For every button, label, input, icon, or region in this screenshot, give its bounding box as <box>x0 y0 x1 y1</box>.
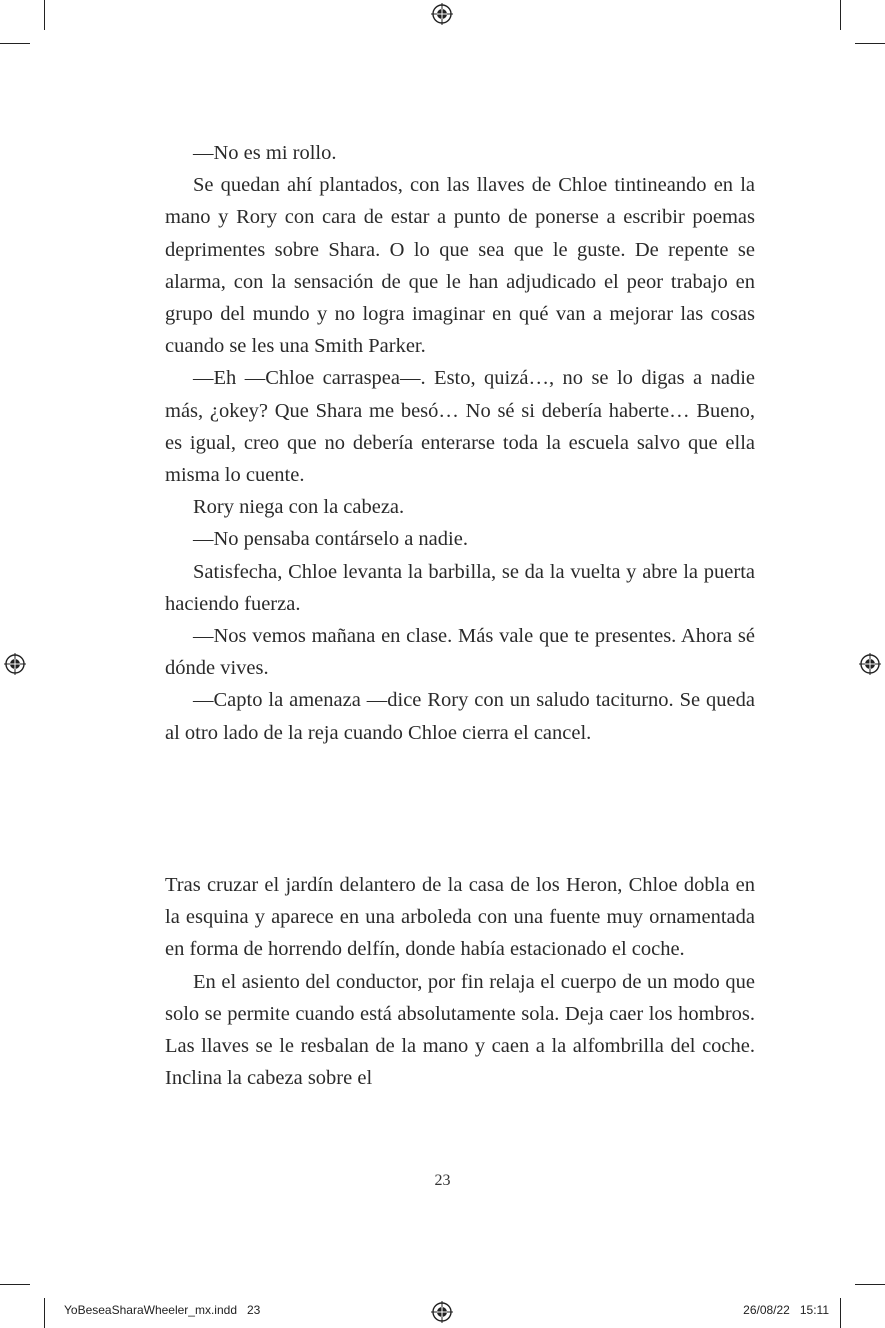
body-text-section-1 <box>165 137 755 749</box>
page-number: 23 <box>434 1172 451 1189</box>
registration-mark-icon <box>431 1301 453 1323</box>
paragraph: En el asiento del conductor, por fin relaja el cuerpo de un modo que solo se permite cuando está absolutamente sola. Deja caer los hombros. Las llaves se le resbalan de la mano y caen a la alfombrilla del coche. Inclina la cabeza sobre el <box>165 970 755 1090</box>
paragraph: —Nos vemos mañana en clase. Más vale que te presentes. Ahora sé dónde vives. <box>165 625 755 680</box>
slug-file-name: YoBeseaSharaWheeler_mx.indd 23 <box>64 1303 261 1317</box>
crop-mark-bottom-right-horizontal <box>855 1284 885 1285</box>
registration-mark-icon <box>4 653 26 675</box>
crop-mark-top-right-vertical <box>840 0 841 30</box>
paragraph: Rory niega con la cabeza. <box>193 496 405 519</box>
paragraph: Se quedan ahí plantados, con las llaves de Chloe tintineando en la mano y Rory con cara de estar a punto de ponerse a escribir poemas deprimentes sobre Shara. O lo que sea que le guste. De repente se alarma, con la sensación de que le han adjudicado el peor trabajo en grupo del mundo y no logra imaginar en qué van a mejorar las cosas cuando se les una Smith Parker. <box>165 174 755 358</box>
registration-mark-icon <box>431 3 453 25</box>
body-text-section-2 <box>165 869 755 1094</box>
crop-mark-bottom-left-vertical <box>44 1298 45 1328</box>
crop-mark-top-left-vertical <box>44 0 45 30</box>
crop-mark-bottom-left-horizontal <box>0 1284 30 1285</box>
paragraph: —No es mi rollo. <box>193 142 337 164</box>
crop-mark-bottom-right-vertical <box>840 1298 841 1328</box>
paragraph: Tras cruzar el jardín delantero de la casa de los Heron, Chloe dobla en la esquina y aparece en una arboleda con una fuente muy ornamentada en forma de horrendo delfín, donde había estacionado el coche. <box>165 874 755 961</box>
paragraph: —Capto la amenaza —dice Rory con un saludo taciturno. Se queda al otro lado de la reja cuando Chloe cierra el cancel. <box>165 689 755 744</box>
crop-mark-top-left-horizontal <box>0 43 30 44</box>
paragraph: —No pensaba contárselo a nadie. <box>193 528 468 551</box>
registration-mark-icon <box>859 653 881 675</box>
slug-date-time: 26/08/22 15:11 <box>743 1303 829 1317</box>
crop-mark-top-right-horizontal <box>855 43 885 44</box>
paragraph: —Eh —Chloe carraspea—. Esto, quizá…, no se lo digas a nadie más, ¿okey? Que Shara me besó… No sé si debería haberte… Bueno, es igual, creo que no debería enterarse toda la escuela salvo que ella misma lo cuente. <box>165 367 755 487</box>
paragraph: Satisfecha, Chloe levanta la barbilla, se da la vuelta y abre la puerta haciendo fuerza. <box>165 560 755 615</box>
